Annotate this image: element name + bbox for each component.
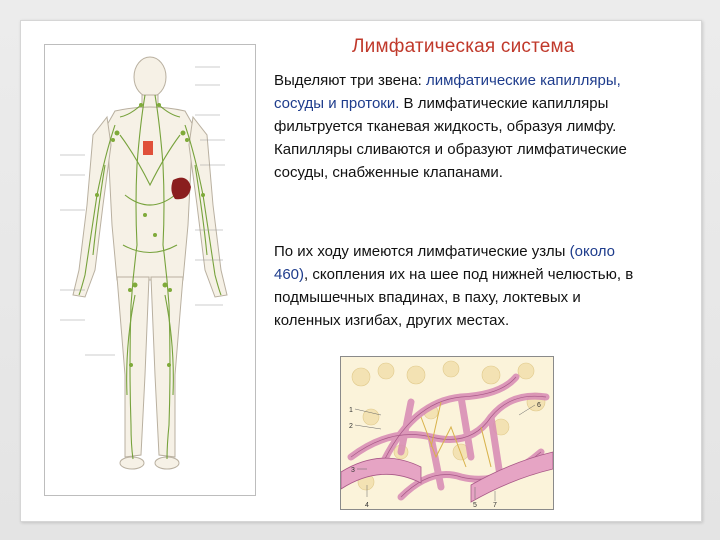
- lymph-capillary-figure: [340, 356, 554, 510]
- capillary-label: 4: [365, 502, 369, 509]
- body-illustration: [45, 45, 255, 495]
- capillary-label: 3: [351, 467, 355, 474]
- capillary-label: 1: [349, 407, 353, 414]
- paragraph-lymph-nodes: [274, 240, 634, 332]
- paragraph2-part1: По их ходу имеются лимфатические узлы: [274, 243, 570, 260]
- capillary-label: 7: [493, 502, 497, 509]
- paragraph2-highlight: (около 460): [274, 243, 615, 283]
- lymphatic-body-figure: [44, 44, 256, 496]
- paragraph1-part1: Выделяют три звена:: [274, 72, 426, 89]
- capillary-illustration: [341, 357, 553, 509]
- slide-title: Лимфатическая система: [352, 36, 575, 57]
- paragraph-lymph-links: [274, 69, 634, 184]
- paragraph1-part2: В лимфатические капилляры фильтруется тканевая жидкость, образуя лимфу. Капилляры сливаются и образуют лимфатические сосуды, снабженные клапанами.: [274, 95, 627, 181]
- capillary-label: 5: [473, 502, 477, 509]
- capillary-label: 2: [349, 423, 353, 430]
- paragraph2-part2: , скопления их на шее под нижней челюстью, в подмышечных впадинах, в паху, локтевых и коленных изгибах, других местах.: [274, 266, 634, 329]
- capillary-label: 6: [537, 402, 541, 409]
- paragraph1-highlight: лимфатические капилляры, сосуды и протоки.: [274, 72, 621, 112]
- thymus-icon: [143, 141, 153, 155]
